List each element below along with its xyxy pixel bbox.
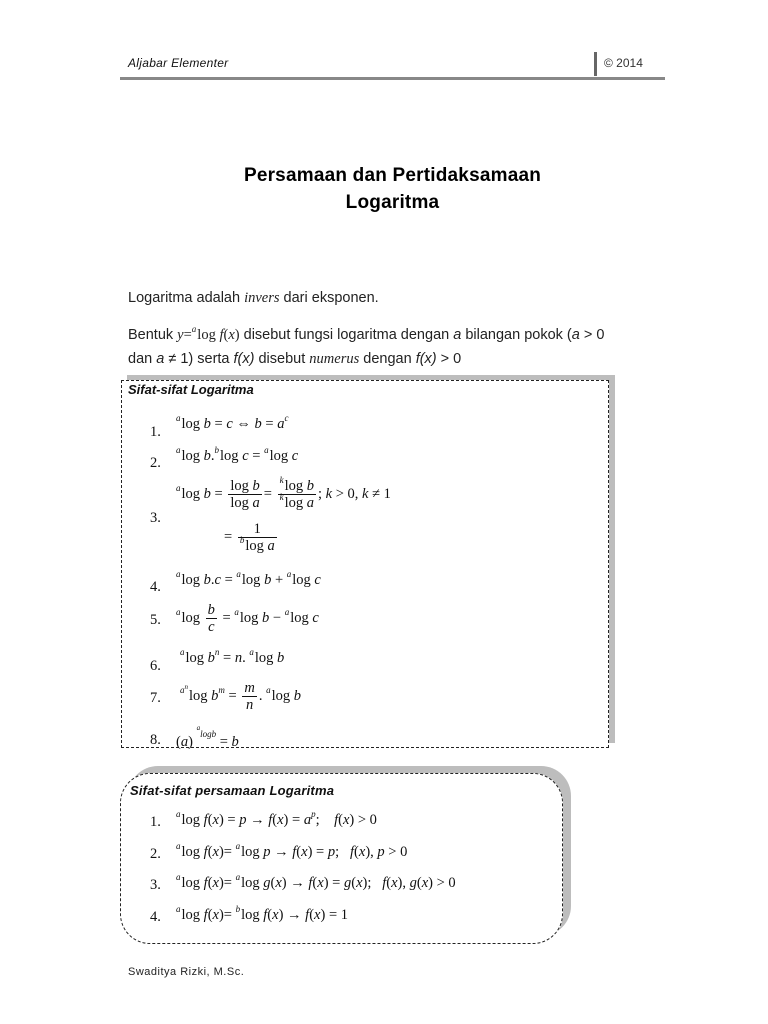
header-book-title: Aljabar Elementer (128, 56, 229, 70)
header-rule (120, 77, 665, 80)
page-title (150, 162, 635, 216)
intro-paragraph-3: dan a ≠ 1) serta f(x) disebut numerus dengan f(x) > 0 (128, 351, 462, 367)
property-formula-3a: $^a$log b = $\frac{\text{log b}}{\text{log a}}$ = $\frac{^k\log b}{^k\log a}$ ; k > 0, k ≠ 1 (176, 475, 391, 511)
property-number-5: 5. (150, 612, 161, 628)
equation-formula-3: $^a$log f(x)= $^a$log g(x) → f(x) = g(x); f(x), g(x) > 0 (176, 872, 456, 891)
property-number-4: 4. (150, 579, 161, 595)
property-number-1: 1. (150, 424, 161, 440)
property-formula-3b: = $\frac{1}{^b\log a}$ (224, 521, 275, 554)
equation-formula-4: $^a$log f(x)= $^b$log f(x) → f(x) = 1 (176, 904, 348, 923)
property-number-2: 2. (150, 455, 161, 471)
property-formula-5: $^a$log $\frac{b}{c}$ = $^a$log b − $^a$log c (176, 602, 319, 635)
property-number-7: 7. (150, 690, 161, 706)
equation-number-4: 4. (150, 909, 161, 925)
property-formula-1: $^a$log b = c ⇔ $b = a^c$ (176, 413, 289, 432)
property-number-3: 3. (150, 510, 161, 526)
equation-formula-1: $^a$log $f(x) = p \to f(x) = a^p$; f(x) > 0 (176, 809, 377, 828)
title-line-1: Persamaan dan Pertidaksamaan (243, 165, 542, 186)
intro-paragraph-1: Logaritma adalah invers dari eksponen. (128, 290, 379, 306)
log-function-formula: y=$^a$log f(x) (177, 324, 240, 343)
equation-number-3: 3. (150, 877, 161, 893)
property-formula-7: $^{a^n}$log $b^m$ = $\frac{m}{n}$ . $^a$log b (180, 680, 301, 713)
intro-paragraph-2: Bentuk y=$^a$log f(x) disebut fungsi logaritma dengan a bilangan pokok (a > 0 (128, 324, 605, 343)
property-number-8: 8. (150, 732, 161, 748)
equation-formula-2: $^a$log f(x)= $^a$log p → f(x) = p; f(x), p > 0 (176, 841, 408, 860)
equation-box-title: Sifat-sifat persamaan Logaritma (130, 783, 335, 798)
title-line-2: Logaritma (345, 192, 440, 213)
property-number-6: 6. (150, 658, 161, 674)
footer-author: Swaditya Rizki, M.Sc. (128, 966, 245, 978)
property-formula-8: (a) $^{^alogb}$ = b (176, 724, 239, 750)
equation-number-1: 1. (150, 814, 161, 830)
header-divider (594, 52, 597, 76)
property-formula-6: $^a$log $b^n = n$. $^a$log b (180, 647, 285, 666)
header-copyright: © 2014 (604, 56, 643, 70)
equation-number-2: 2. (150, 846, 161, 862)
property-formula-4: $^a$log b.c = $^a$log b + $^a$log c (176, 569, 321, 588)
property-formula-2: $^a$log b.$^b$log c = $^a$log c (176, 445, 299, 464)
properties-box-title: Sifat-sifat Logaritma (128, 382, 254, 397)
